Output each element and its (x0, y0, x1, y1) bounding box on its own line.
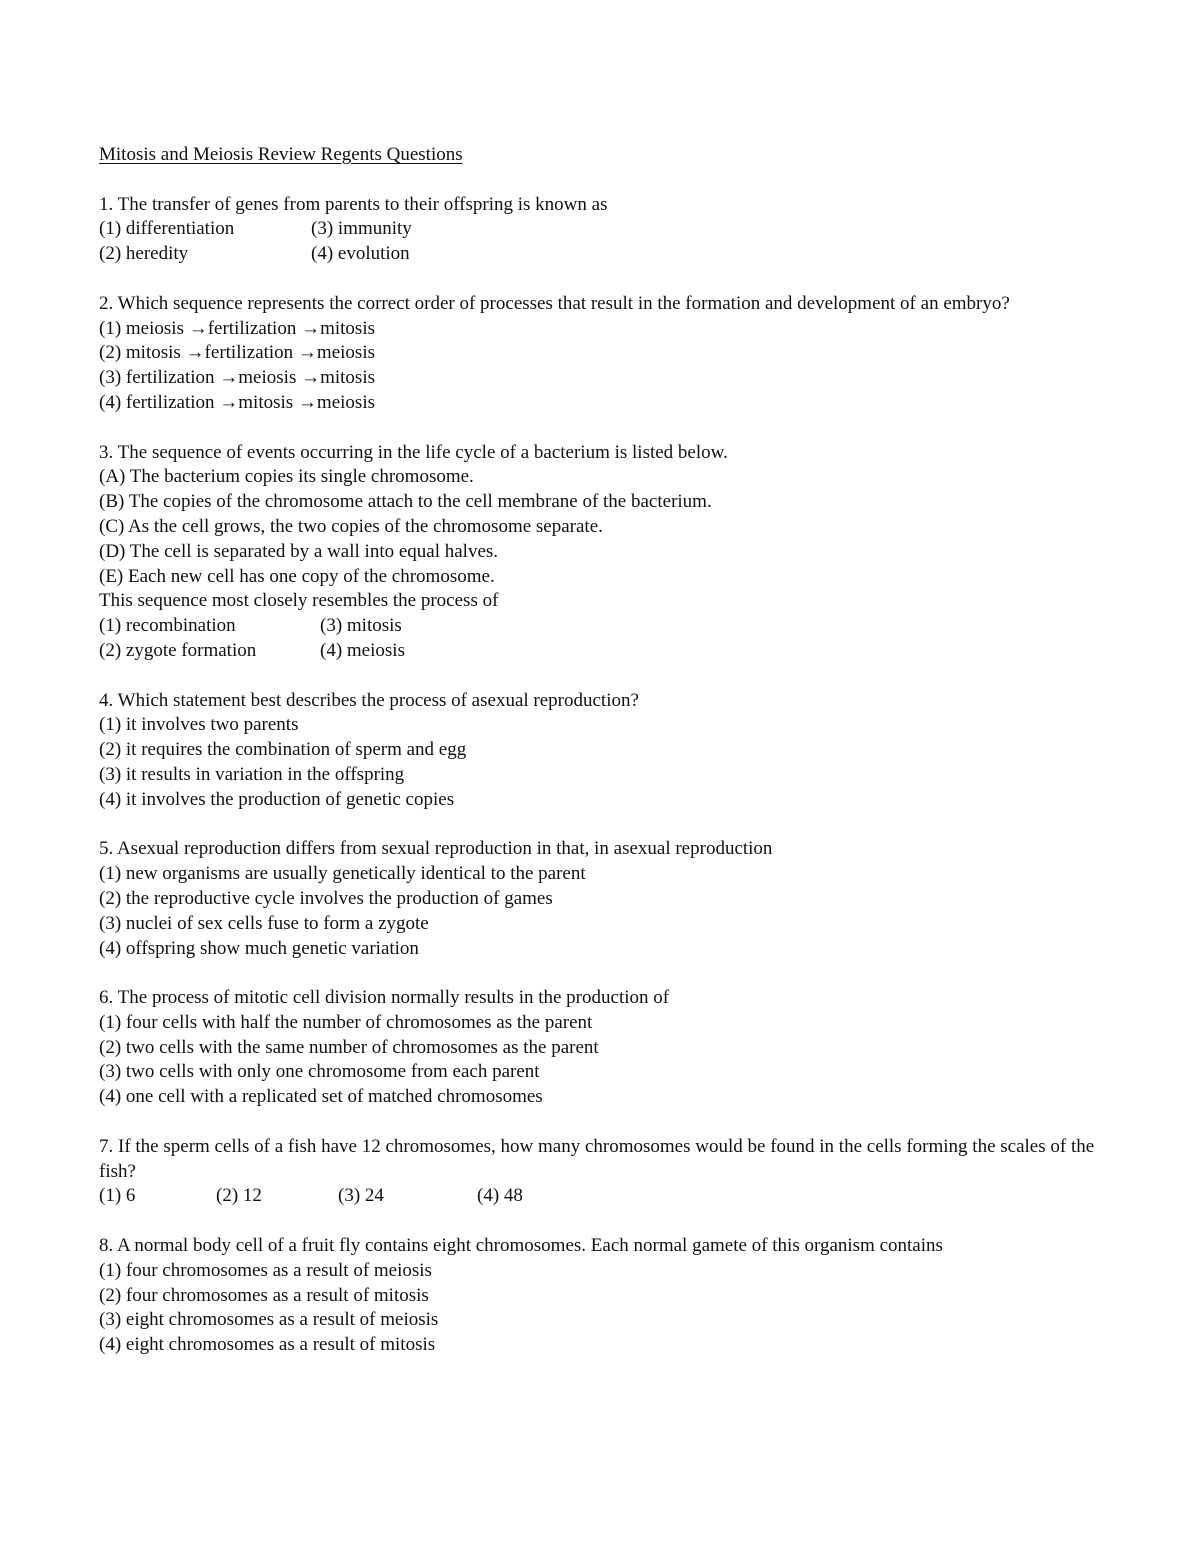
question-6 (99, 986, 1109, 1110)
question-1 (99, 193, 1109, 267)
question-2 (99, 292, 1109, 416)
option-row (99, 614, 1109, 639)
option-row (99, 639, 1109, 664)
option: (2) four chromosomes as a result of mitosis (99, 1284, 429, 1306)
option: (3) it results in variation in the offspring (99, 763, 405, 785)
option: (1) differentiation (99, 218, 235, 240)
option: (3) immunity (311, 218, 412, 240)
option: (2) heredity (99, 243, 189, 265)
worksheet-page (99, 143, 1109, 1358)
option-row (99, 1184, 1109, 1209)
option: (1) new organisms are usually genetically identical to the parent (99, 863, 586, 885)
option: (2) 12 (216, 1185, 262, 1207)
spacer (99, 961, 1109, 986)
spacer (99, 267, 1109, 292)
option: (4) 48 (477, 1185, 523, 1207)
option: (1) it involves two parents (99, 714, 299, 736)
spacer (99, 1209, 1109, 1234)
option: (2) mitosis →fertilization →meiosis (99, 342, 375, 364)
option: (1) recombination (99, 615, 236, 637)
option: (3) two cells with only one chromosome from each parent (99, 1061, 540, 1083)
event-item: (E) Each new cell has one copy of the chromosome. (99, 565, 495, 587)
event-item: (A) The bacterium copies its single chromosome. (99, 466, 474, 488)
question-prompt: This sequence most closely resembles the process of (99, 590, 499, 612)
question-8 (99, 1234, 1109, 1358)
question-stem: 3. The sequence of events occurring in the life cycle of a bacterium is listed below. (99, 441, 728, 463)
spacer (99, 1110, 1109, 1135)
option: (2) it requires the combination of sperm and egg (99, 739, 467, 761)
spacer (99, 664, 1109, 689)
page-title: Mitosis and Meiosis Review Regents Questions (99, 144, 463, 165)
question-4 (99, 689, 1109, 813)
option: (4) one cell with a replicated set of matched chromosomes (99, 1086, 543, 1108)
option: (1) 6 (99, 1185, 136, 1207)
option: (1) meiosis →fertilization →mitosis (99, 317, 375, 339)
option: (4) it involves the production of genetic copies (99, 788, 455, 810)
spacer (99, 416, 1109, 441)
option: (4) offspring show much genetic variation (99, 937, 419, 959)
option: (1) four cells with half the number of chromosomes as the parent (99, 1011, 593, 1033)
question-3 (99, 441, 1109, 664)
event-item: (D) The cell is separated by a wall into equal halves. (99, 540, 499, 562)
option: (4) meiosis (320, 639, 405, 661)
question-stem: 6. The process of mitotic cell division normally results in the production of (99, 987, 670, 1009)
question-5 (99, 837, 1109, 961)
option: (4) evolution (311, 243, 410, 265)
option-row (99, 217, 1109, 242)
option: (2) the reproductive cycle involves the production of games (99, 887, 553, 909)
question-stem: 2. Which sequence represents the correct order of processes that result in the formation and development of an embryo? (99, 292, 1010, 314)
option: (3) eight chromosomes as a result of meiosis (99, 1309, 439, 1331)
option: (3) 24 (338, 1185, 384, 1207)
option: (3) nuclei of sex cells fuse to form a zygote (99, 912, 429, 934)
option: (2) zygote formation (99, 639, 257, 661)
question-stem: 4. Which statement best describes the process of asexual reproduction? (99, 689, 639, 711)
option: (1) four chromosomes as a result of meiosis (99, 1259, 432, 1281)
question-stem: 1. The transfer of genes from parents to their offspring is known as (99, 193, 608, 215)
event-item: (C) As the cell grows, the two copies of the chromosome separate. (99, 515, 603, 537)
option: (4) eight chromosomes as a result of mitosis (99, 1334, 436, 1356)
option: (2) two cells with the same number of chromosomes as the parent (99, 1036, 599, 1058)
question-7 (99, 1135, 1109, 1209)
question-stem: 7. If the sperm cells of a fish have 12 chromosomes, how many chromosomes would be found in the cells forming the scales of the fish? (99, 1135, 1095, 1182)
option-row (99, 242, 1109, 267)
option: (4) fertilization →mitosis →meiosis (99, 391, 375, 413)
event-item: (B) The copies of the chromosome attach to the cell membrane of the bacterium. (99, 491, 712, 513)
spacer (99, 168, 1109, 193)
question-stem: 8. A normal body cell of a fruit fly contains eight chromosomes. Each normal gamete of this organism contains (99, 1235, 943, 1257)
spacer (99, 813, 1109, 838)
option: (3) fertilization →meiosis →mitosis (99, 367, 375, 389)
question-stem: 5. Asexual reproduction differs from sexual reproduction in that, in asexual reproduction (99, 838, 773, 860)
option: (3) mitosis (320, 615, 402, 637)
